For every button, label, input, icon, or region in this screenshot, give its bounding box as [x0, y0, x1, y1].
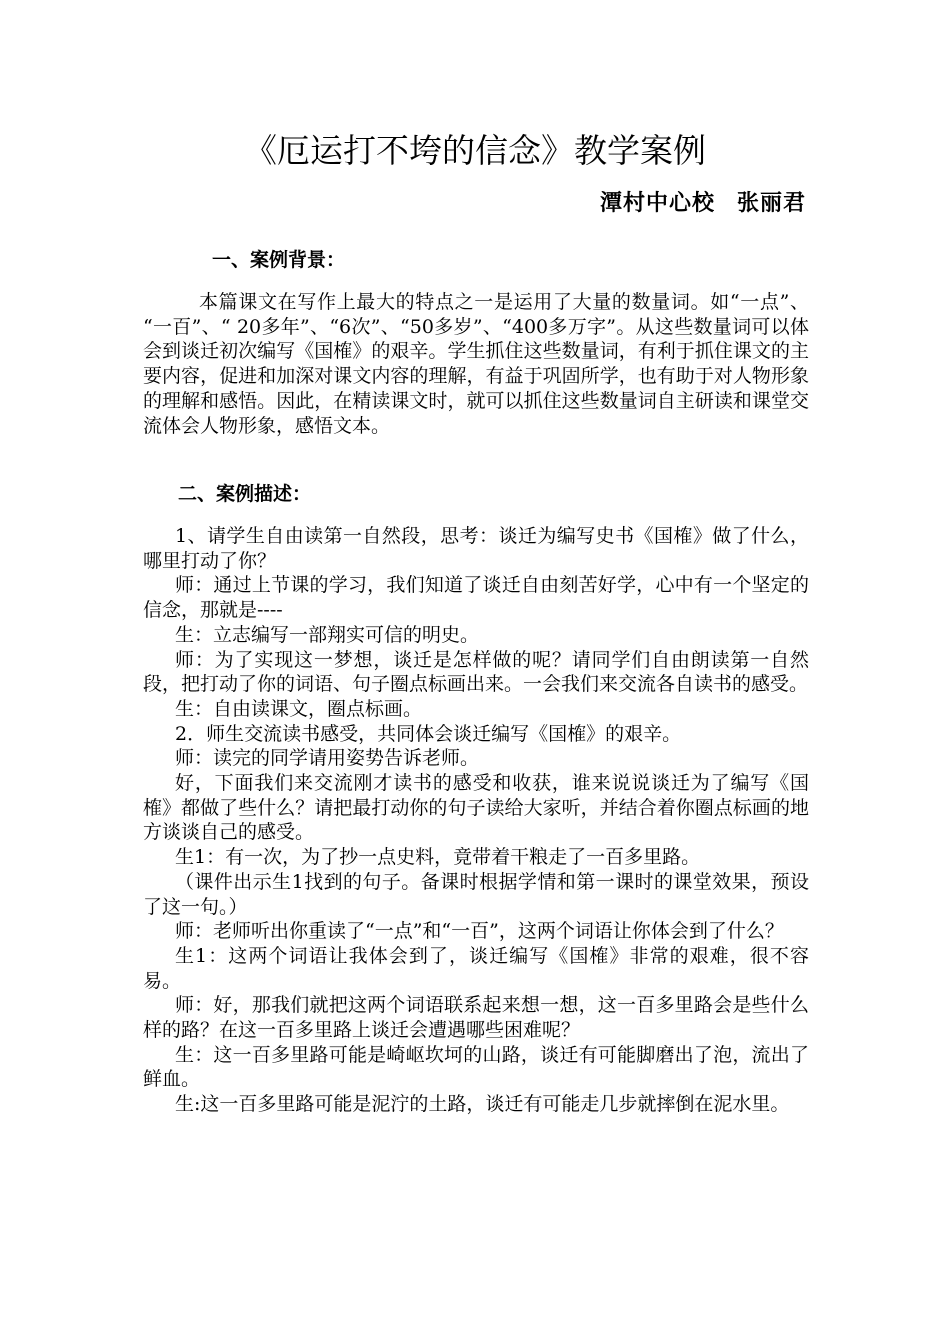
document-title: 《厄运打不垮的信念》教学案例 [244, 131, 706, 170]
paragraph: 2．师生交流读书感受，共同体会谈迁编写《国榷》的艰辛。 [175, 722, 682, 745]
author-line [560, 188, 806, 220]
author-name: 张丽君 [736, 191, 806, 216]
paragraph: 生1：这两个词语让我体会到了，谈迁编写《国榷》非常的艰难，很不容易。 [143, 944, 809, 992]
paragraph: 师：老师听出你重读了“一点”和“一百”，这两个词语让你体会到了什么？ [175, 920, 784, 943]
section-heading-background: 一、案例背景： [212, 249, 346, 271]
author-school: 潭村中心校 [599, 191, 715, 216]
paragraph: 本篇课文在写作上最大的特点之一是运用了大量的数量词。如“一点”、 “一百”、“ 20多年”、“6次”、“50多岁”、“400多万字”。从这些数量词可以体会到谈迁初次编写《国榷》的艰辛。学生抓住这些数量词，有利于抓住课文的主要内容，促进和加深对课文内容的理解，有益于巩固所学，也有助于对人物形象的理解和感悟。因此，在精读课文时，就可以抓住这些数量词自主研读和课堂交流体会人物形象，感悟文本。 [143, 291, 809, 437]
paragraph: 好，下面我们来交流刚才读书的感受和收获，谁来说说谈迁为了编写《国榷》都做了些什么？请把最打动你的句子读给大家听，并结合着你圈点标画的地方谈谈自己的感受。 [143, 772, 809, 844]
section-heading-description: 二、案例描述： [178, 483, 312, 505]
paragraph: 生1：有一次，为了抄一点史料，竟带着干粮走了一百多里路。 [175, 846, 701, 869]
paragraph: 生：自由读课文，圈点标画。 [175, 697, 423, 720]
paragraph: 师：好，那我们就把这两个词语联系起来想一想，这一百多里路会是些什么样的路？在这一百多里路上谈迁会遭遇哪些困难呢？ [143, 994, 809, 1042]
paragraph: （课件出示生1找到的句子。备课时根据学情和第一课时的课堂效果，预设了这一句。） [143, 870, 809, 918]
paragraph: 生：立志编写一部翔实可信的明史。 [175, 623, 480, 646]
paragraph: 师：为了实现这一梦想，谈迁是怎样做的呢？请同学们自由朗读第一自然段，把打动了你的词语、句子圈点标画出来。一会我们来交流各自读书的感受。 [143, 648, 809, 696]
paragraph: 生：这一百多里路可能是崎岖坎坷的山路，谈迁有可能脚磨出了泡，流出了鲜血。 [143, 1043, 809, 1091]
paragraph: 生:这一百多里路可能是泥泞的土路，谈迁有可能走几步就摔倒在泥水里。 [175, 1093, 790, 1116]
background-section-body [143, 290, 809, 438]
paragraph: 师：通过上节课的学习，我们知道了谈迁自由刻苦好学，心中有一个坚定的信念，那就是---- [143, 574, 809, 622]
paragraph: 师：读完的同学请用姿势告诉老师。 [175, 747, 480, 770]
paragraph: 1、请学生自由读第一自然段，思考：谈迁为编写史书《国榷》做了什么，哪里打动了你？ [143, 525, 809, 572]
description-section-body [143, 524, 809, 1117]
